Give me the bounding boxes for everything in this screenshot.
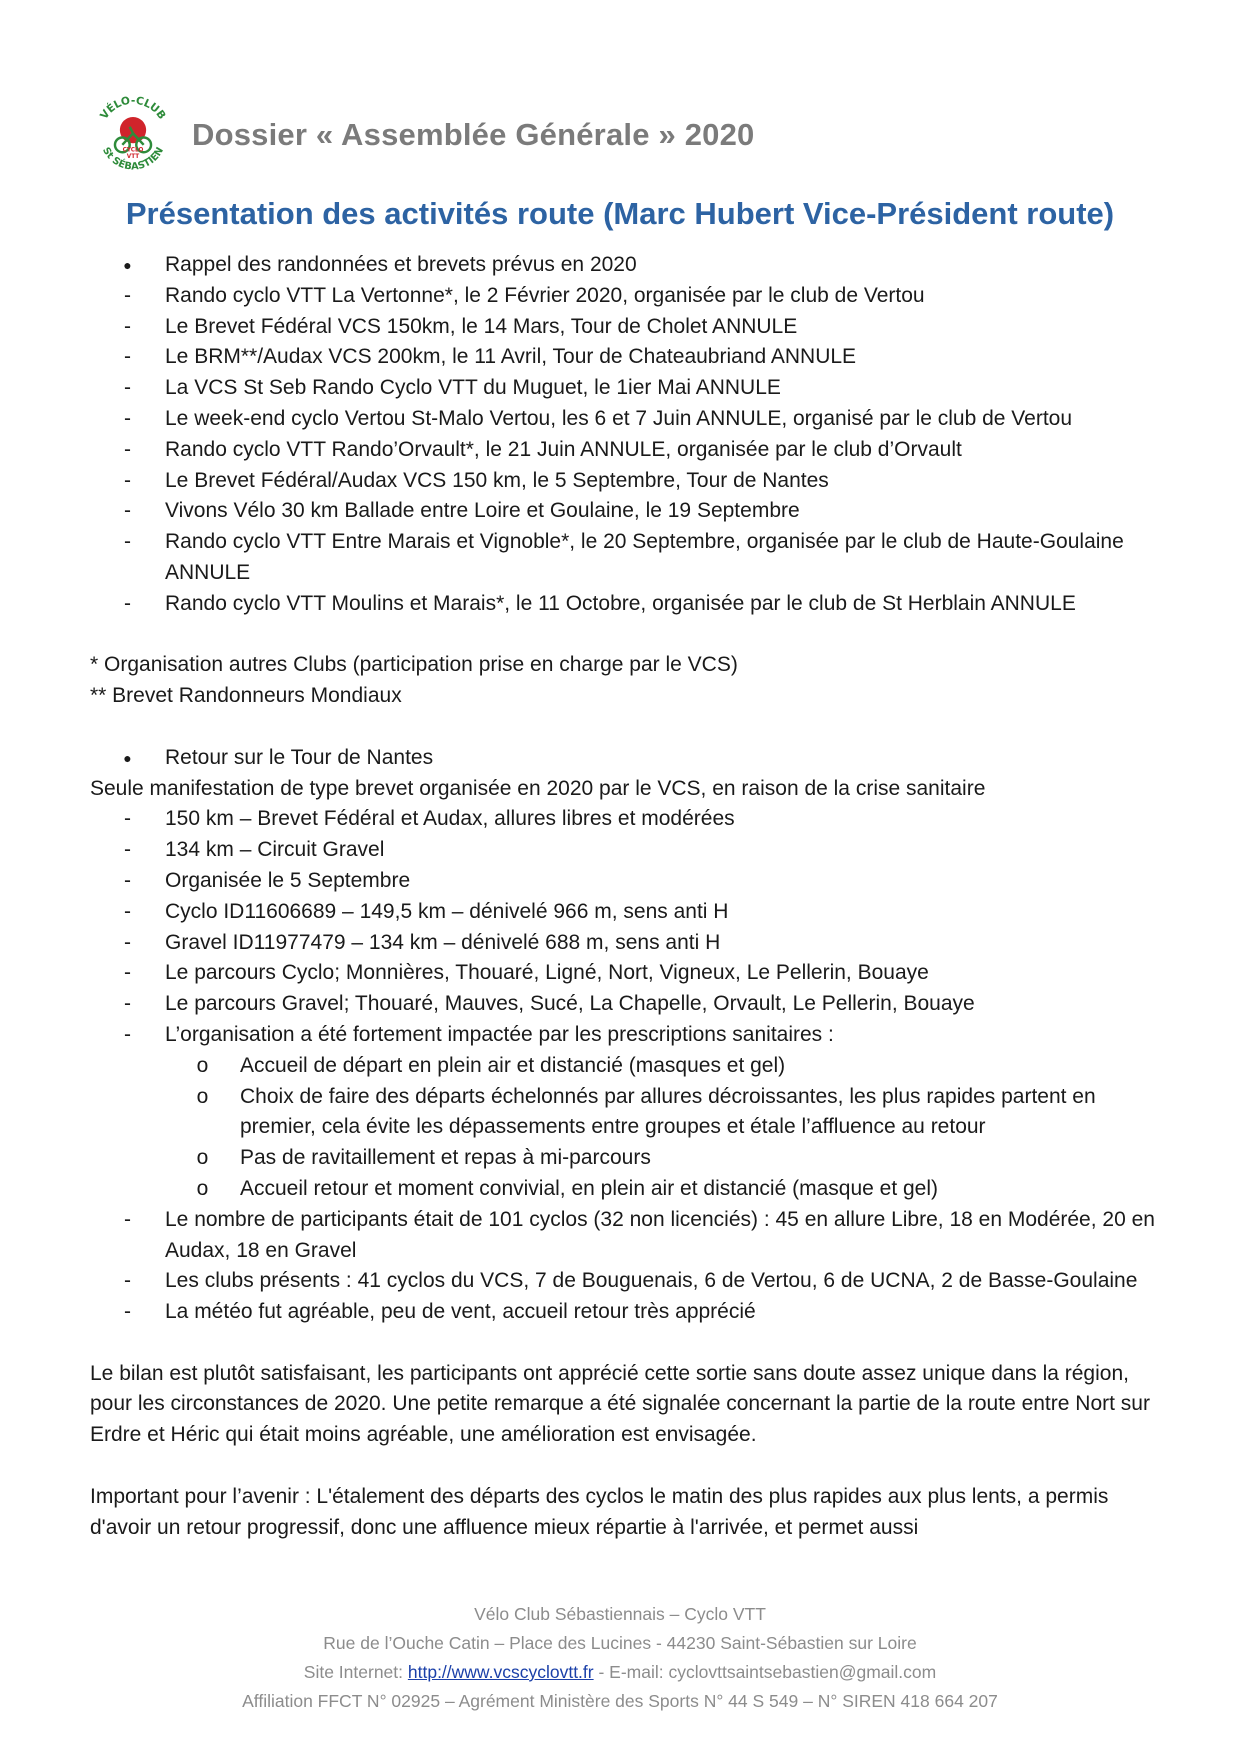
bullet-icon: ● — [123, 749, 132, 766]
list-item — [90, 435, 1160, 466]
velo-club-logo — [92, 94, 174, 176]
logo-text-vtt: VTT — [126, 153, 140, 160]
list-item-text: Rando cyclo VTT Rando’Orvault*, le 21 Juin ANNULE, organisée par le club d’Orvault — [165, 437, 962, 461]
sanitary-measures-list — [90, 1051, 1160, 1205]
circle-bullet-icon: o — [196, 1084, 209, 1108]
dash-icon: - — [124, 899, 131, 923]
list-item — [90, 1297, 1160, 1328]
list-item — [90, 496, 1160, 527]
list-item — [90, 958, 1160, 989]
sub-list-item — [90, 1143, 1160, 1174]
list-item-text: Rando cyclo VTT Entre Marais et Vignoble*, le 20 Septembre, organisée par le club de Haute-Goulaine ANNULE — [165, 530, 1124, 584]
list-item-text: Accueil de départ en plein air et distancié (masques et gel) — [240, 1053, 786, 1077]
list-item-text: Le parcours Cyclo; Monnières, Thouaré, Ligné, Nort, Vigneux, Le Pellerin, Bouaye — [165, 961, 929, 985]
list-item-text: La VCS St Seb Rando Cyclo VTT du Muguet, le 1ier Mai ANNULE — [165, 376, 781, 400]
dash-icon: - — [124, 807, 131, 831]
list-item-text: Le Brevet Fédéral VCS 150km, le 14 Mars, Tour de Cholet ANNULE — [165, 314, 798, 338]
dash-icon: - — [124, 345, 131, 369]
list-item-text: Organisée le 5 Septembre — [165, 868, 411, 892]
footnote-2: ** Brevet Randonneurs Mondiaux — [90, 684, 402, 708]
list-item — [90, 466, 1160, 497]
dash-icon: - — [124, 992, 131, 1016]
list-item — [90, 928, 1160, 959]
list-item-text: Le Brevet Fédéral/Audax VCS 150 km, le 5 Septembre, Tour de Nantes — [165, 468, 829, 492]
footer-email: - E-mail: cyclovttsaintsebastien@gmail.com — [593, 1662, 937, 1682]
document-body — [90, 250, 1160, 1543]
dash-icon: - — [124, 499, 131, 523]
list-item — [90, 527, 1160, 589]
dash-icon: - — [124, 1207, 131, 1231]
dash-icon: - — [124, 314, 131, 338]
list-item — [90, 373, 1160, 404]
list-item-text: Accueil retour et moment convivial, en plein air et distancié (masque et gel) — [240, 1176, 939, 1200]
list-item — [90, 866, 1160, 897]
dash-icon: - — [124, 283, 131, 307]
list-item-text: Le week-end cyclo Vertou St-Malo Vertou, les 6 et 7 Juin ANNULE, organisé par le club de Vertou — [165, 406, 1073, 430]
bullet-item — [90, 743, 1160, 774]
dash-icon: - — [124, 376, 131, 400]
list-item — [90, 589, 1160, 620]
list-item — [90, 1020, 1160, 1051]
dash-icon: - — [124, 838, 131, 862]
list-item-text: Cyclo ID11606689 – 149,5 km – dénivelé 966 m, sens anti H — [165, 899, 729, 923]
bullet-text: Rappel des randonnées et brevets prévus en 2020 — [165, 253, 637, 276]
dash-icon: - — [124, 961, 131, 985]
footer-affiliation: Affiliation FFCT N° 02925 – Agrément Ministère des Sports N° 44 S 549 – N° SIREN 418 664 207 — [242, 1691, 998, 1711]
summary-paragraph: Le bilan est plutôt satisfaisant, les participants ont apprécié cette sortie sans doute assez unique dans la région, pour les circonstances de 2020. Une petite remarque a été signalée concernant la partie de la route entre Nort sur Erdre et Héric qui était moins agréable, une amélioration est envisagée. — [90, 1361, 1150, 1447]
dash-icon: - — [124, 930, 131, 954]
dash-icon: - — [124, 468, 131, 492]
logo-text-cyclo: CYCLO — [122, 147, 144, 154]
footer-contact — [0, 1658, 1240, 1687]
footer-site-link[interactable]: http://www.vcscyclovtt.fr — [407, 1662, 594, 1682]
footer-club-name: Vélo Club Sébastiennais – Cyclo VTT — [474, 1604, 766, 1624]
tour-details-list — [90, 804, 1160, 1050]
list-item — [90, 804, 1160, 835]
circle-bullet-icon: o — [196, 1146, 209, 1170]
footnote-1: * Organisation autres Clubs (participation prise en charge par le VCS) — [90, 653, 738, 677]
section-title: Présentation des activités route (Marc Hubert Vice-Président route) — [125, 196, 1115, 231]
bullet-icon: ● — [123, 257, 132, 273]
bullet-item — [90, 250, 1160, 281]
list-item-text: 134 km – Circuit Gravel — [165, 838, 385, 862]
sub-list-item — [90, 1174, 1160, 1205]
list-item — [90, 404, 1160, 435]
dash-icon: - — [124, 1269, 131, 1293]
list-item — [90, 1266, 1160, 1297]
document-header — [92, 92, 754, 178]
list-item-text: La météo fut agréable, peu de vent, accueil retour très apprécié — [165, 1300, 756, 1324]
bullet-text: Retour sur le Tour de Nantes — [165, 745, 434, 769]
event-list — [90, 281, 1160, 620]
list-item — [90, 897, 1160, 928]
list-item-text: Vivons Vélo 30 km Ballade entre Loire et Goulaine, le 19 Septembre — [165, 499, 800, 523]
list-item — [90, 1205, 1160, 1267]
footer-site-label: Site Internet: — [303, 1662, 408, 1682]
logo-text-top: VÉLO-CLUB — [97, 94, 169, 122]
list-item-text: Choix de faire des départs échelonnés par allures décroissantes, les plus rapides partent en premier, cela évite les dépassements entre groupes et étale l’affluence au retour — [240, 1084, 1096, 1139]
document-footer — [0, 1600, 1240, 1716]
list-item-text: Les clubs présents : 41 cyclos du VCS, 7 de Bouguenais, 6 de Vertou, 6 de UCNA, 2 de Basse-Goulaine — [165, 1269, 1138, 1293]
dash-icon: - — [124, 530, 131, 554]
list-item-text: Gravel ID11977479 – 134 km – dénivelé 688 m, sens anti H — [165, 930, 721, 954]
dash-icon: - — [124, 437, 131, 461]
list-item-text: Le nombre de participants était de 101 cyclos (32 non licenciés) : 45 en allure Libre, 18 en Modérée, 20 en Audax, 18 en Gravel — [165, 1207, 1155, 1262]
dash-icon: - — [124, 868, 131, 892]
list-item-text: Rando cyclo VTT Moulins et Marais*, le 11 Octobre, organisée par le club de St Herblain ANNULE — [165, 591, 1076, 615]
circle-bullet-icon: o — [196, 1053, 209, 1077]
circle-bullet-icon: o — [196, 1176, 209, 1200]
list-item — [90, 281, 1160, 312]
dash-icon: - — [124, 591, 131, 615]
sub-list-item — [90, 1082, 1160, 1144]
intro-text: Seule manifestation de type brevet organisée en 2020 par le VCS, en raison de la crise sanitaire — [90, 776, 986, 800]
dash-icon: - — [124, 1300, 131, 1324]
document-title: Dossier « Assemblée Générale » 2020 — [192, 117, 755, 152]
list-item-text: Rando cyclo VTT La Vertonne*, le 2 Février 2020, organisée par le club de Vertou — [165, 283, 925, 307]
list-item — [90, 312, 1160, 343]
tour-results-list — [90, 1205, 1160, 1328]
list-item — [90, 342, 1160, 373]
list-item — [90, 835, 1160, 866]
dash-icon: - — [124, 406, 131, 430]
list-item-text: Pas de ravitaillement et repas à mi-parcours — [240, 1146, 651, 1170]
list-item-text: Le BRM**/Audax VCS 200km, le 11 Avril, Tour de Chateaubriand ANNULE — [165, 345, 857, 369]
list-item-text: 150 km – Brevet Fédéral et Audax, allures libres et modérées — [165, 807, 735, 831]
dash-icon: - — [124, 1022, 131, 1046]
sub-list-item — [90, 1051, 1160, 1082]
list-item — [90, 989, 1160, 1020]
logo-text-bottom: St SÉBASTIEN — [100, 145, 167, 173]
list-item-text: L’organisation a été fortement impactée par les prescriptions sanitaires : — [165, 1022, 834, 1046]
list-item-text: Le parcours Gravel; Thouaré, Mauves, Sucé, La Chapelle, Orvault, Le Pellerin, Bouaye — [165, 992, 975, 1016]
future-paragraph: Important pour l’avenir : L'étalement des départs des cyclos le matin des plus rapides aux plus lents, a permis d'avoir un retour progressif, donc une affluence mieux répartie à l'arrivée, et permet aussi — [90, 1484, 1109, 1539]
footer-address: Rue de l’Ouche Catin – Place des Lucines - 44230 Saint-Sébastien sur Loire — [323, 1633, 917, 1653]
